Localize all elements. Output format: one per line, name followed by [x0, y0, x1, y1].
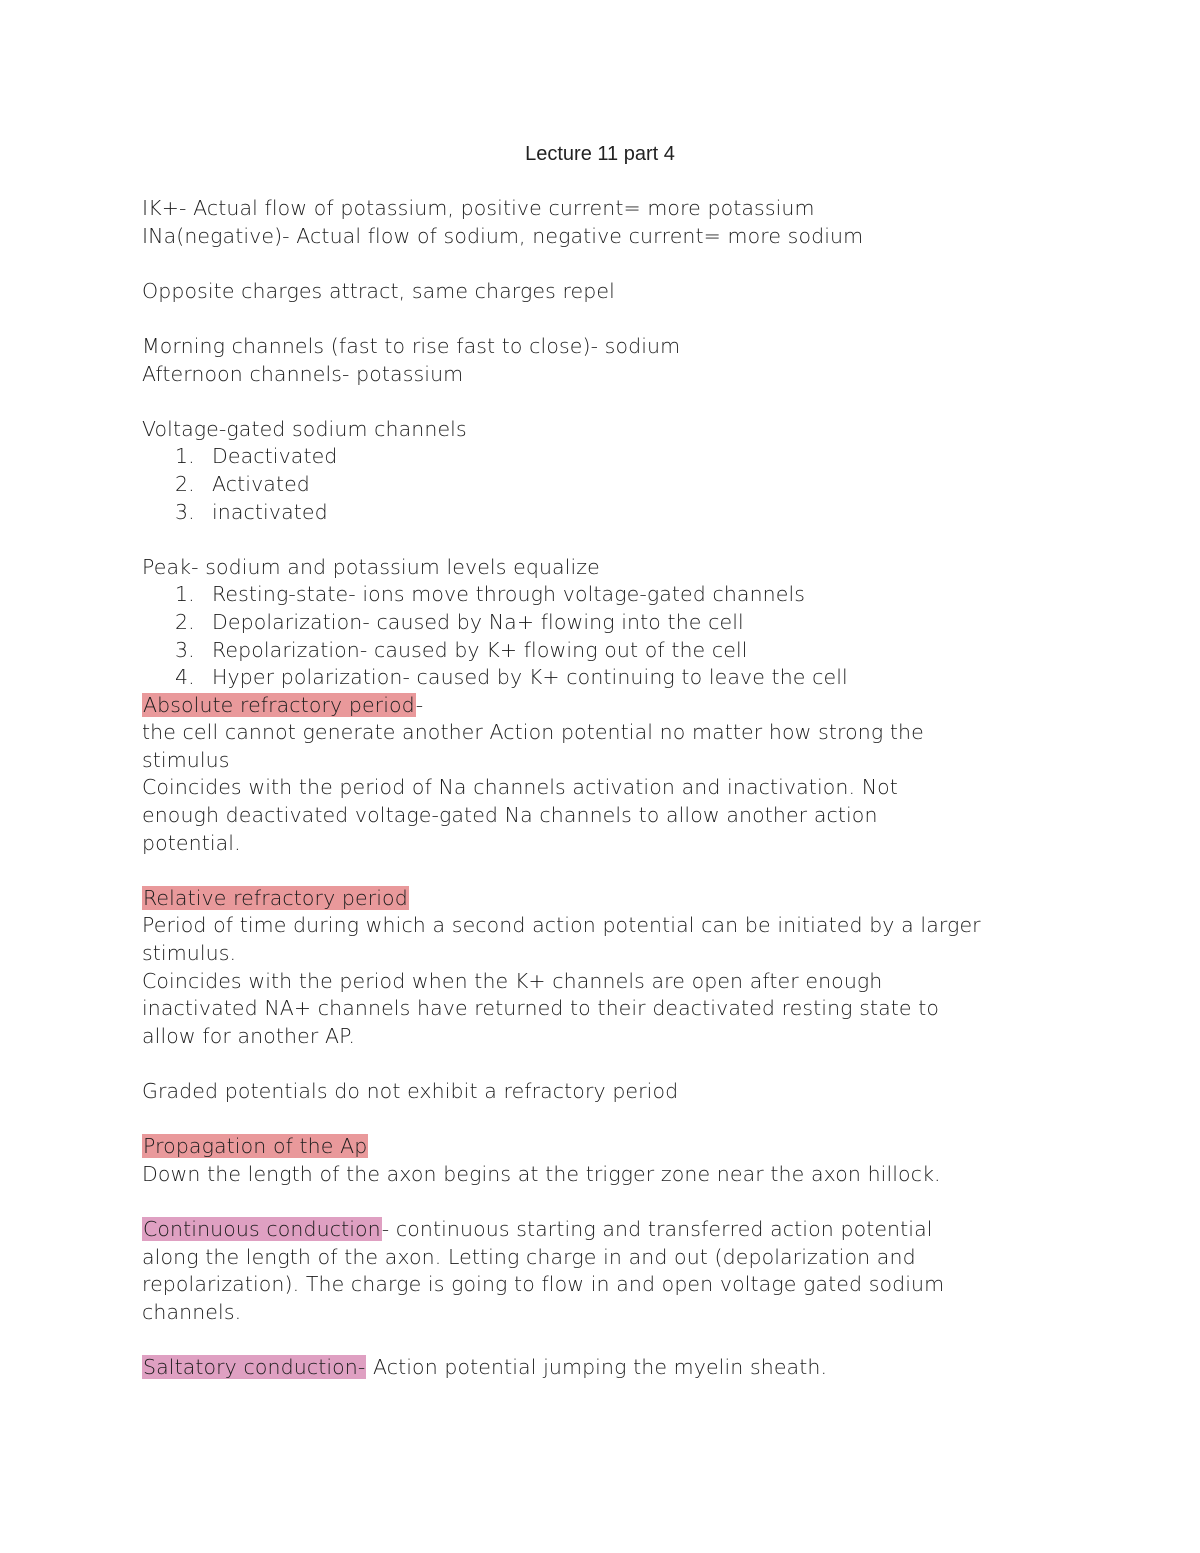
- text-line: inactivated NA+ channels have returned to their deactivated resting state to: [142, 996, 940, 1021]
- list-number: 3.: [175, 499, 195, 524]
- highlighted-term-line: [142, 1133, 1072, 1161]
- section-heading: Peak- sodium and potassium levels equalize: [142, 554, 600, 579]
- text-line: stimulus.: [142, 941, 237, 966]
- text-line: Down the length of the axon begins at the trigger zone near the axon hillock.: [142, 1161, 941, 1186]
- list-item: [142, 499, 1072, 527]
- highlighted-term-line: [142, 1216, 1072, 1244]
- list-number: 3.: [175, 637, 195, 662]
- section-heading: Voltage-gated sodium channels: [142, 416, 467, 441]
- list-item-text: Resting-state- ions move through voltage-gated channels: [212, 582, 806, 607]
- highlighted-term: Continuous conduction: [143, 1216, 381, 1241]
- list-item-text: Deactivated: [212, 444, 338, 469]
- term-rest: - continuous starting and transferred action potential: [381, 1216, 933, 1241]
- text-line: stimulus: [142, 747, 230, 772]
- text-line: potential.: [142, 830, 241, 855]
- list-item-text: Hyper polarization- caused by K+ continuing to leave the cell: [212, 665, 848, 690]
- text-line: enough deactivated voltage-gated Na channels to allow another action: [142, 803, 878, 828]
- highlighted-term: Saltatory conduction-: [143, 1354, 366, 1379]
- document-body: [142, 195, 1072, 1382]
- text-line: Morning channels (fast to rise fast to close)- sodium: [142, 333, 681, 358]
- text-line: Opposite charges attract, same charges repel: [142, 278, 615, 303]
- list-number: 1.: [175, 582, 195, 607]
- list-number: 2.: [175, 471, 195, 496]
- term-suffix: -: [415, 692, 424, 717]
- text-line: Afternoon channels- potassium: [142, 361, 464, 386]
- page-title: Lecture 11 part 4: [525, 143, 675, 165]
- list-number: 2.: [175, 609, 195, 634]
- text-line: allow for another AP.: [142, 1023, 355, 1048]
- highlighted-term: Absolute refractory period: [143, 692, 415, 717]
- highlighted-term-line: [142, 692, 1072, 720]
- list-item-text: Depolarization- caused by Na+ flowing into the cell: [212, 609, 744, 634]
- highlighted-term: Propagation of the Ap: [143, 1134, 368, 1159]
- text-line: Coincides with the period of Na channels activation and inactivation. Not: [142, 775, 898, 800]
- list-number: 1.: [175, 444, 195, 469]
- list-item: [142, 637, 1072, 665]
- numbered-list: [142, 581, 1072, 691]
- list-item: [142, 471, 1072, 499]
- text-line: channels.: [142, 1299, 242, 1324]
- list-item-text: Repolarization- caused by K+ flowing out of the cell: [212, 637, 748, 662]
- list-item: [142, 609, 1072, 637]
- list-item: [142, 581, 1072, 609]
- text-line: the cell cannot generate another Action potential no matter how strong the: [142, 720, 924, 745]
- list-item: [142, 443, 1072, 471]
- text-line: INa(negative)- Actual flow of sodium, negative current= more sodium: [142, 223, 864, 248]
- text-line: along the length of the axon. Letting charge in and out (depolarization and: [142, 1244, 916, 1269]
- text-line: repolarization). The charge is going to flow in and open voltage gated sodium: [142, 1272, 945, 1297]
- text-line: Period of time during which a second action potential can be initiated by a larger: [142, 913, 981, 938]
- list-item: [142, 664, 1072, 692]
- list-number: 4.: [175, 665, 195, 690]
- text-line: Graded potentials do not exhibit a refractory period: [142, 1079, 679, 1103]
- highlighted-term: Relative refractory period: [143, 885, 408, 910]
- term-rest: Action potential jumping the myelin sheath.: [366, 1354, 828, 1379]
- highlighted-term-line: [142, 885, 1072, 913]
- highlighted-term-line: [142, 1354, 1072, 1382]
- list-item-text: inactivated: [212, 499, 328, 524]
- text-line: Coincides with the period when the K+ channels are open after enough: [142, 968, 883, 993]
- numbered-list: [142, 443, 1072, 526]
- list-item-text: Activated: [212, 471, 310, 496]
- text-line: IK+- Actual flow of potassium, positive current= more potassium: [142, 196, 815, 220]
